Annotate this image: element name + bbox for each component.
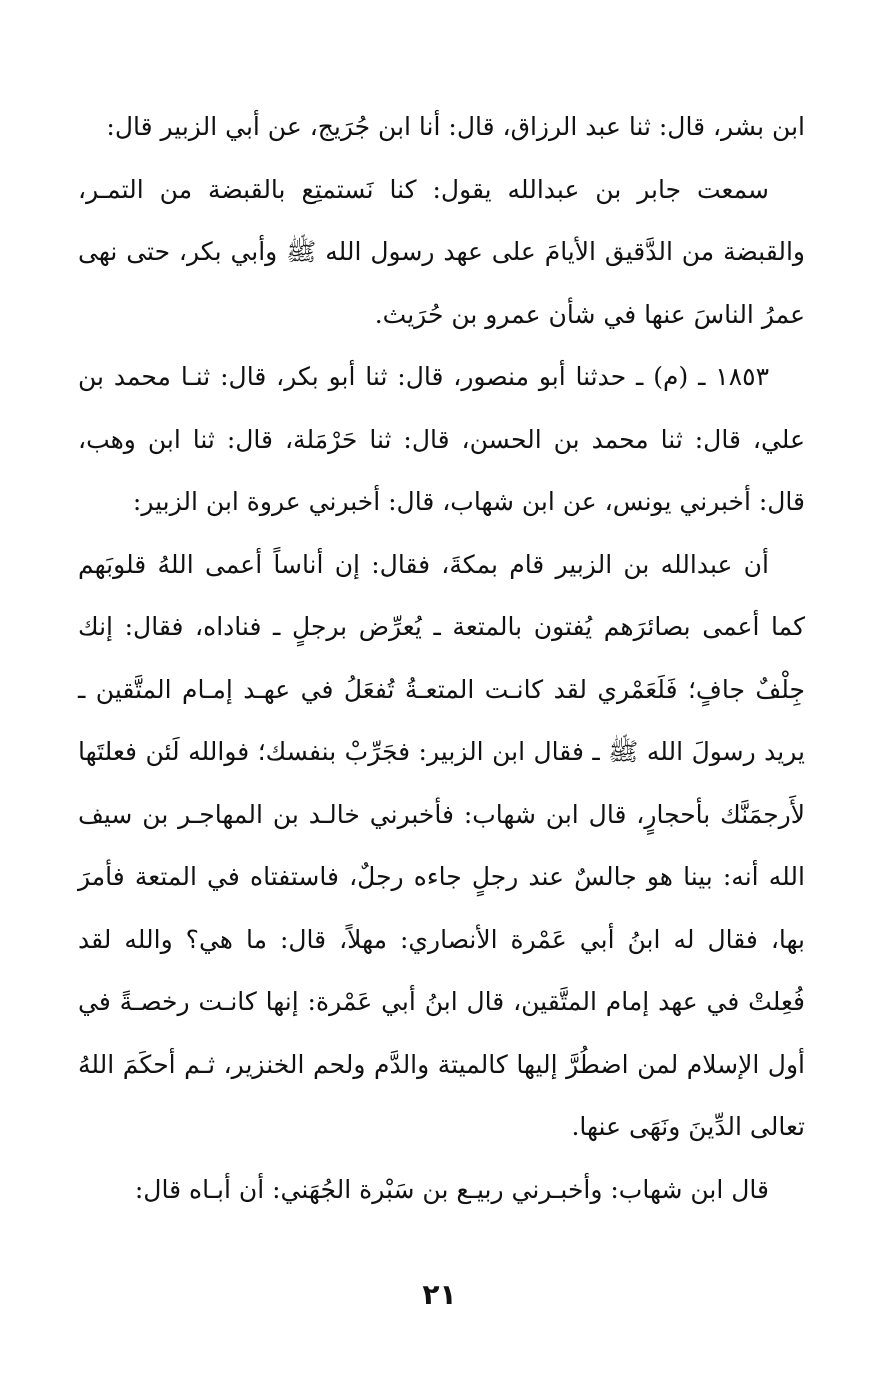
paragraph-ibn-shihab-rabi: قال ابن شهاب: وأخبـرني ربيـع بن سَبْرة الجُهَني: أن أبـاه قال:: [134, 1174, 769, 1204]
paragraph-ibn-zubair-narration: أن عبدالله بن الزبير قام بمكةَ، فقال: إن أناساً أعمى اللهُ قلوبَهم كما أعمى بصائرَهم يُفتون بالمتعة ـ يُعرِّض برجلٍ ـ فناداه، فقال: إنك جِلْفٌ جافٍ؛ فَلَعَمْري لقد كانـت المتعـةُ تُفعَلُ في عهـد إمـام المتَّقين ـ يريد رسولَ الله ﷺ ـ فقال ابن الزبير: فجَرِّبْ بنفسك؛ فوالله لَئن فعلتَها لأَرجمَنَّك بأحجارٍ، قال ابن شهاب: فأخبرني خالـد بن المهاجـر بن سيف الله أنه: بينا هو جالسٌ عند رجلٍ جاءه رجلٌ، فاستفتاه في المتعة فأمرَ بها، فقال له ابنُ أبي عَمْرة الأنصاري: مهلاً، قال: ما هي؟ والله لقد فُعِلتْ في عهد إمام المتَّقين، قال ابنُ أبي عَمْرة: إنها كانـت رخصـةً في أول الإسلام لمن اضطُرَّ إليها كالميتة والدَّم ولحم الخنزير، ثـم أحكَمَ اللهُ تعالى الدِّينَ ونَهَى عنها.: [78, 549, 805, 1141]
paragraph-jabir-narration: سمعت جابر بن عبدالله يقول: كنا نَستمتِع بالقبضة من التمـر، والقبضة من الدَّقيق الأيامَ على عهد رسول الله ﷺ وأبي بكر، حتى نهى عمرُ الناسَ عنها في شأن عمرو بن حُرَيث.: [78, 174, 805, 329]
page-number: ٢١: [422, 1278, 457, 1311]
paragraph-isnad-continuation: ابن بشر، قال: ثنا عبد الرزاق، قال: أنا ابن جُرَيج، عن أبي الزبير قال:: [106, 112, 805, 141]
hadith-text-block: [78, 96, 805, 1221]
paragraph-hadith-1853-isnad: ١٨٥٣ ـ (م) ـ حدثنا أبو منصور، قال: ثنا أبو بكر، قال: ثنـا محمد بن علي، قال: ثنا محمد بن الحسن، قال: ثنا حَرْمَلة، قال: ثنا ابن وهب، قال: أخبرني يونس، عن ابن شهاب، قال: أخبرني عروة ابن الزبير:: [78, 362, 805, 516]
